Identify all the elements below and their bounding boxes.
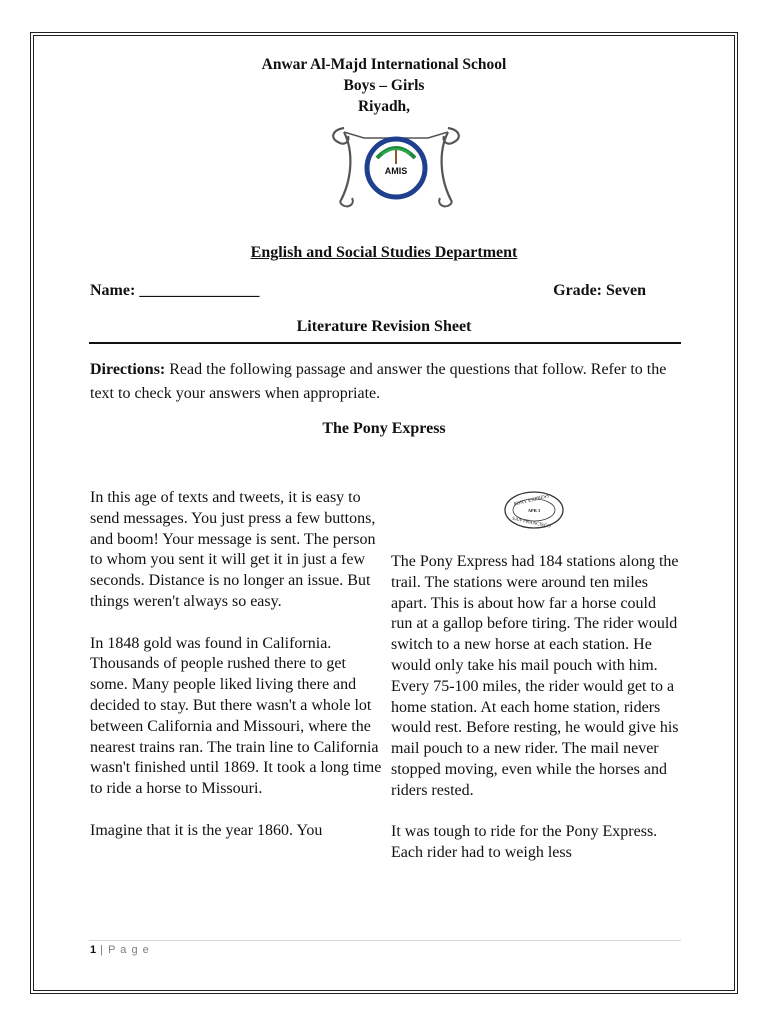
pony-express-stamp — [503, 490, 565, 530]
stamp-date: APR 3 — [527, 508, 541, 513]
name-field: Name: _______________ — [90, 282, 260, 299]
name-grade-row — [90, 282, 650, 300]
header-divider — [89, 342, 681, 344]
passage-title: The Pony Express — [322, 420, 446, 437]
page-label: P a g e — [108, 944, 150, 956]
paragraph-5: It was tough to ride for the Pony Express. Each rider had to weigh less — [391, 823, 658, 862]
directions — [90, 358, 680, 405]
school-logo — [330, 124, 462, 210]
grade-label: Grade: Seven — [553, 282, 646, 299]
paragraph-2: In 1848 gold was found in California. Thousands of people rushed there to get some. Many people liked living there and decided to stay. But there wasn't a whole lot between California and Missouri, where the nearest trains ran. The train line to California wasn't finished until 1869. It took a long time to ride a horse to Missouri. — [90, 634, 382, 798]
directions-label: Directions: — [90, 361, 166, 378]
logo-letters: AMIS — [384, 166, 408, 176]
school-name: Anwar Al-Majd International School — [261, 56, 507, 73]
school-city: Riyadh, — [357, 98, 411, 115]
department-title: English and Social Studies Department — [250, 244, 518, 261]
passage-left-column — [90, 488, 382, 842]
paragraph-3: Imagine that it is the year 1860. You — [90, 821, 323, 839]
stamp-bottom-text: SAN FRANCISCO — [511, 516, 551, 530]
paragraph-1: In this age of texts and tweets, it is easy to send messages. You just press a few buttons, and boom! Your message is sent. The person to whom you sent it will get it in just a few seconds. Distance is no longer an issue. But things weren't always so easy. — [90, 489, 376, 610]
directions-text: Read the following passage and answer the questions that follow. Refer to the text to check your answers when appropriate. — [90, 361, 667, 402]
footer-divider — [89, 940, 681, 941]
page-footer — [90, 944, 150, 956]
stamp-top-text: PONY EXPRESS — [513, 493, 550, 508]
paragraph-4: The Pony Express had 184 stations along the trail. The stations were around ten miles apart. This is about how far a horse could run at a gallop before tiring. The rider would switch to a new horse at each station. He would only take his mail pouch with him. Every 75-100 miles, the rider would get to a home station. At each home station, riders would rest. Before resting, he would give his mail pouch to a new rider. The mail never stopped moving, even while the horses and riders rested. — [391, 553, 679, 799]
school-type: Boys – Girls — [343, 77, 425, 94]
footer-separator: | — [96, 944, 109, 956]
passage-right-column — [391, 552, 681, 864]
page-number: 1 — [90, 944, 97, 956]
sheet-title: Literature Revision Sheet — [296, 318, 472, 335]
